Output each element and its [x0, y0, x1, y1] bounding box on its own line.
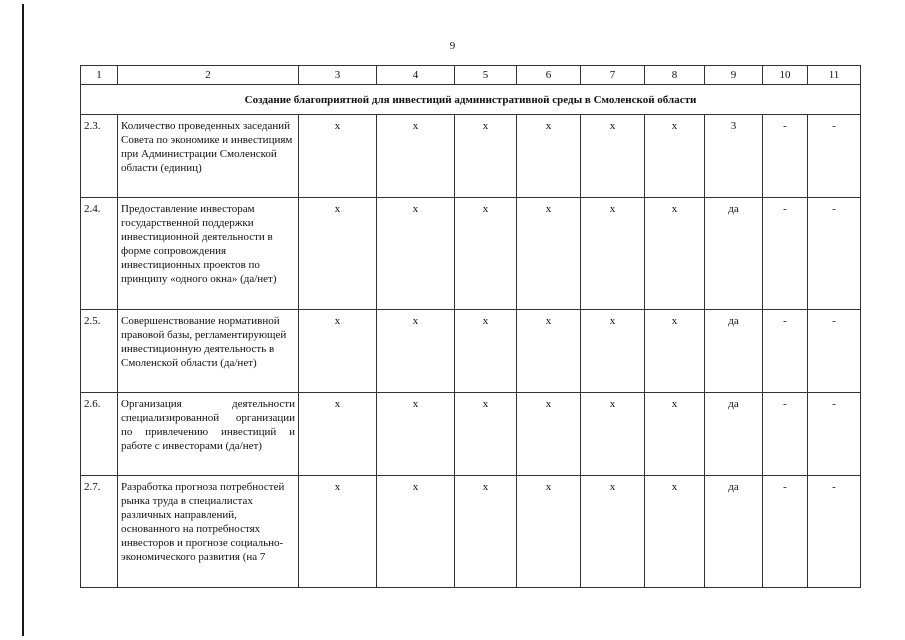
value-cell: -: [808, 115, 861, 198]
value-cell: х: [455, 198, 517, 310]
value-cell: х: [517, 198, 581, 310]
table-row: [81, 393, 861, 476]
header-cell: 10: [763, 66, 808, 85]
value-cell: х: [645, 115, 705, 198]
value-cell: х: [645, 393, 705, 476]
value-cell: х: [517, 393, 581, 476]
indicator-text: Количество проведенных заседаний Совета по экономике и инвестициям при Администрации Смоленской области (единиц): [118, 115, 299, 198]
value-cell: х: [455, 393, 517, 476]
value-cell: х: [299, 393, 377, 476]
indicator-text: Предоставление инвесторам государственной поддержки инвестиционной деятельности в форме сопровождения инвестиционных проектов по принципу «одного окна» (да/нет): [118, 198, 299, 310]
value-cell: -: [763, 310, 808, 393]
value-cell: х: [645, 310, 705, 393]
section-title: Создание благоприятной для инвестиций административной среды в Смоленской области: [81, 85, 861, 115]
value-cell: х: [517, 476, 581, 588]
value-cell: да: [705, 198, 763, 310]
value-cell: х: [581, 198, 645, 310]
value-cell: х: [377, 310, 455, 393]
table-row: [81, 310, 861, 393]
value-cell: -: [763, 476, 808, 588]
row-number: 2.6.: [81, 393, 118, 476]
row-number: 2.4.: [81, 198, 118, 310]
value-cell: -: [808, 476, 861, 588]
value-cell: да: [705, 393, 763, 476]
value-cell: х: [581, 476, 645, 588]
value-cell: -: [808, 198, 861, 310]
section-row: [81, 85, 861, 115]
value-cell: -: [763, 393, 808, 476]
value-cell: -: [763, 115, 808, 198]
header-cell: 3: [299, 66, 377, 85]
table-row: [81, 476, 861, 588]
header-cell: 7: [581, 66, 645, 85]
header-cell: 11: [808, 66, 861, 85]
header-cell: 6: [517, 66, 581, 85]
value-cell: х: [299, 198, 377, 310]
value-cell: х: [581, 393, 645, 476]
header-cell: 9: [705, 66, 763, 85]
table-row: [81, 115, 861, 198]
value-cell: х: [517, 115, 581, 198]
value-cell: х: [581, 310, 645, 393]
value-cell: х: [299, 115, 377, 198]
value-cell: 3: [705, 115, 763, 198]
value-cell: х: [377, 476, 455, 588]
indicator-text: Разработка прогноза потребностей рынка труда в специалистах различных направлений, основанного на потребностях инвесторов и прогнозе социально-экономического развития (на 7: [118, 476, 299, 588]
header-row: [81, 66, 861, 85]
value-cell: -: [808, 310, 861, 393]
header-cell: 5: [455, 66, 517, 85]
value-cell: х: [455, 115, 517, 198]
value-cell: -: [808, 393, 861, 476]
indicator-text: Совершенствование нормативной правовой базы, регламентирующей инвестиционную деятельность в Смоленской области (да/нет): [118, 310, 299, 393]
row-number: 2.5.: [81, 310, 118, 393]
binding-line: [22, 4, 24, 636]
indicators-table: [80, 65, 861, 588]
value-cell: х: [645, 476, 705, 588]
value-cell: х: [377, 393, 455, 476]
value-cell: х: [455, 476, 517, 588]
table-row: [81, 198, 861, 310]
row-number: 2.3.: [81, 115, 118, 198]
value-cell: х: [517, 310, 581, 393]
indicator-text: Организация деятельности специализированной организации по привлечению инвестиций и работе с инвесторами (да/нет): [118, 393, 299, 476]
value-cell: х: [377, 115, 455, 198]
header-cell: 2: [118, 66, 299, 85]
value-cell: да: [705, 476, 763, 588]
value-cell: да: [705, 310, 763, 393]
value-cell: х: [581, 115, 645, 198]
header-cell: 8: [645, 66, 705, 85]
value-cell: х: [645, 198, 705, 310]
value-cell: х: [455, 310, 517, 393]
header-cell: 4: [377, 66, 455, 85]
value-cell: х: [299, 476, 377, 588]
value-cell: х: [299, 310, 377, 393]
row-number: 2.7.: [81, 476, 118, 588]
value-cell: -: [763, 198, 808, 310]
header-cell: 1: [81, 66, 118, 85]
value-cell: х: [377, 198, 455, 310]
page-number: 9: [449, 40, 456, 52]
